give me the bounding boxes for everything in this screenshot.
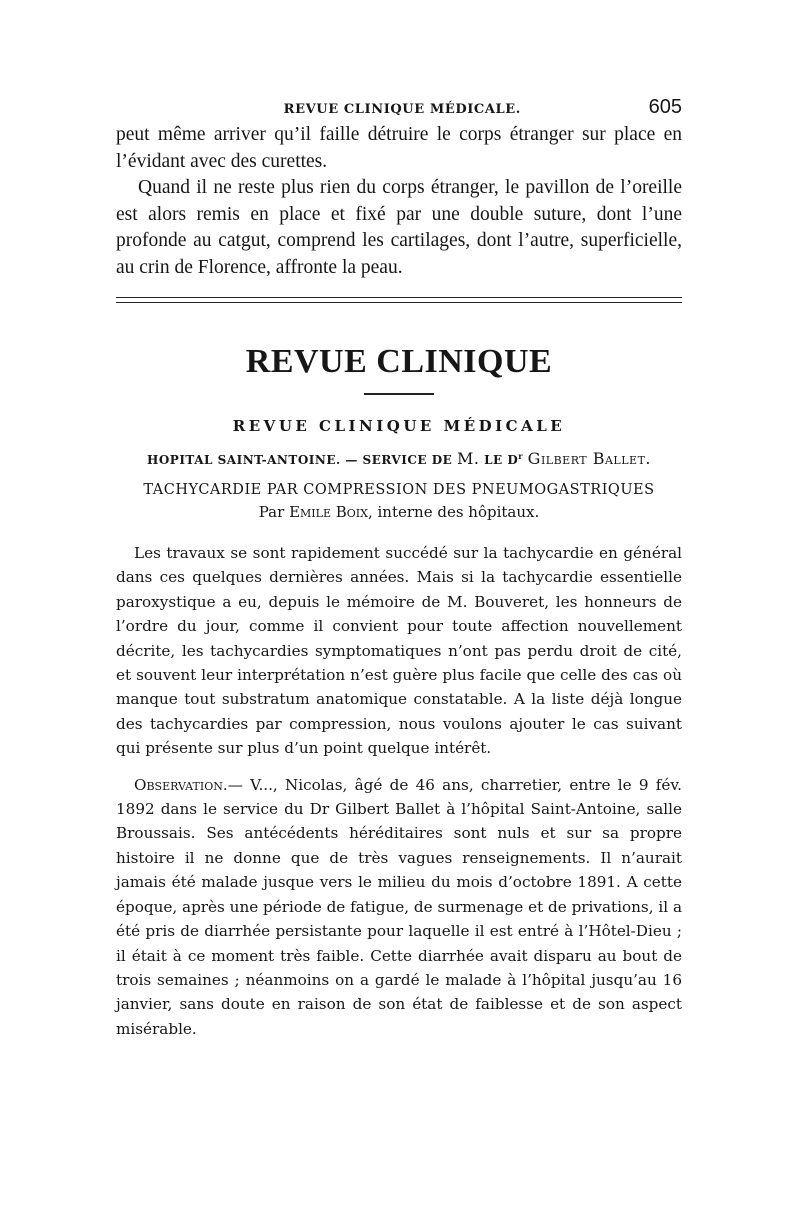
title-rule [364,393,434,395]
observation-label: Observation. [134,775,228,794]
intro-paragraph-1: peut même arriver qu’il faille détruire le corps étranger sur place en l’évidant avec des curettes. [116,124,682,172]
service-doctor-name: Gilbert Ballet. [527,449,651,468]
section-divider [116,297,682,303]
section-title: REVUE CLINIQUE [245,343,553,380]
byline-author: Emile Boix [289,503,368,521]
service-hospital: HOPITAL SAINT-ANTOINE. — SERVICE DE [147,453,453,467]
byline-prefix: Par [258,503,285,521]
running-head [116,96,682,122]
article-title: TACHYCARDIE PAR COMPRESSION DES PNEUMOGASTRIQUES [143,482,655,498]
intro-paragraph-2: Quand il ne reste plus rien du corps étranger, le pavillon de l’oreille est alors remis en place et fixé par une double suture, dont l’une profonde au catgut, comprend les cartilages, dont l’autre, superficielle, au crin de Florence, affronte la peau. [116,177,682,278]
running-head-title: REVUE CLINIQUE MÉDICALE. [283,102,521,117]
service-doctor-prefix: M. [456,449,480,468]
service-doctor-title: LE D [484,453,519,467]
byline-suffix: , interne des hôpitaux. [367,503,540,521]
observation-paragraph [116,773,682,1041]
subsection-title: REVUE CLINIQUE MÉDICALE [232,417,566,435]
page [116,96,682,1041]
body-paragraph-1: Les travaux se sont rapidement succédé sur la tachycardie en général dans ces quelques dernières années. Mais si la tachycardie essentielle paroxystique a eu, depuis le mémoire de M. Bouveret, les honneurs de l’ordre du jour, comme il convient pour toute affection nouvellement décrite, les tachycardies symptomatiques n’ont pas perdu droit de cité, et souvent leur interprétation n’est guère plus facile que celle des cas où manque tout substratum anatomique constatable. A la liste déjà longue des tachycardies par compression, nous voulons ajouter le cas suivant qui présente sur plus d’un point quelque intérêt. [116,544,682,758]
service-line: HOPITAL SAINT-ANTOINE. — SERVICE DE M. LE $D^r$ Gilbert Ballet. [147,449,651,468]
page-number: 605 [648,96,682,118]
byline [116,503,682,521]
observation-text: — V..., Nicolas, âgé de 46 ans, charretier, entre le 9 fév. 1892 dans le service du Dr Gilbert Ballet à l’hôpital Saint-Antoine, salle Broussais. Ses antécédents héréditaires sont nuls et sur sa propre histoire il ne donne que de très vagues renseignements. Il n’aurait jamais été malade jusque vers le milieu du mois d’octobre 1891. A cette époque, après une période de fatigue, de surmenage et de privations, il a été pris de diarrhée persistante pour laquelle il est entré à l’Hôtel-Dieu ; il était à ce moment très faible. Cette diarrhée avait disparu au bout de trois semaines ; néanmoins on a gardé le malade à l’hôpital jusqu’au 16 janvier, sans doute en raison de son état de faiblesse et de son aspect misérable. [116,775,682,1038]
